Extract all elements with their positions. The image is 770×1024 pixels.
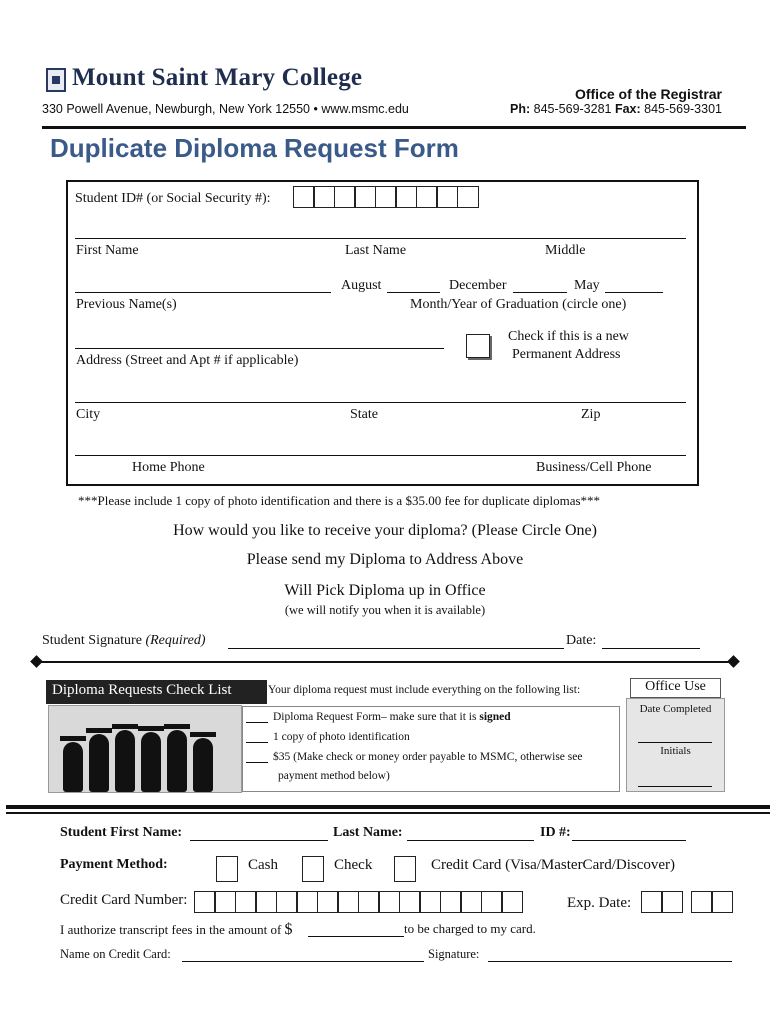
exp-digit-box[interactable] xyxy=(711,891,733,913)
id-digit-box[interactable] xyxy=(354,186,376,208)
card-digit-box[interactable] xyxy=(460,891,482,913)
college-name: Mount Saint Mary College xyxy=(72,64,363,91)
id-digit-box[interactable] xyxy=(395,186,417,208)
may-year-line[interactable] xyxy=(605,292,663,293)
exp-digit-box[interactable] xyxy=(641,891,663,913)
graduate-silhouette xyxy=(63,742,83,792)
date-label: Date: xyxy=(566,633,597,648)
id-digit-box[interactable] xyxy=(313,186,335,208)
exp-date-label: Exp. Date: xyxy=(567,895,632,911)
exp-year-boxes[interactable] xyxy=(692,891,733,913)
address-line[interactable] xyxy=(75,348,444,349)
check-new-label: Check if this is a new xyxy=(508,329,629,344)
divider-diamond-right xyxy=(727,655,740,668)
graduate-silhouette xyxy=(167,730,187,792)
checklist-item-fee-cont: payment method below) xyxy=(278,770,390,782)
august-year-line[interactable] xyxy=(387,292,440,293)
graduate-silhouette xyxy=(141,732,161,792)
phone-value: 845-569-3281 xyxy=(530,102,615,116)
id-digit-box[interactable] xyxy=(416,186,438,208)
checklist-item-fee: $35 (Make check or money order payable to MSMC, otherwise see xyxy=(273,751,583,763)
credit-card-number-label: Credit Card Number: xyxy=(60,892,188,908)
initials-line[interactable] xyxy=(638,786,712,787)
checklist-tick-line[interactable] xyxy=(246,742,268,743)
card-digit-box[interactable] xyxy=(419,891,441,913)
graduate-silhouette xyxy=(193,738,213,792)
checklist-item-id: 1 copy of photo identification xyxy=(273,731,410,743)
previous-names-label: Previous Name(s) xyxy=(76,297,177,312)
exp-digit-box[interactable] xyxy=(691,891,713,913)
student-last-name-label: Last Name: xyxy=(333,825,403,840)
first-name-label: First Name xyxy=(76,243,139,258)
student-first-name-line[interactable] xyxy=(190,840,328,841)
city-state-zip-line[interactable] xyxy=(75,402,686,403)
fax-label: Fax: xyxy=(614,102,641,116)
office-name: Office of the Registrar xyxy=(574,86,722,102)
date-completed-line[interactable] xyxy=(638,742,712,743)
checklist-item-form-text: Diploma Request Form– make sure that it is xyxy=(273,711,480,723)
receive-question: How would you like to receive your diploma? (Please Circle One) xyxy=(173,522,597,539)
card-digit-box[interactable] xyxy=(337,891,359,913)
credit-card-number-boxes[interactable] xyxy=(195,891,523,913)
id-digit-box[interactable] xyxy=(436,186,458,208)
card-digit-box[interactable] xyxy=(255,891,277,913)
phone-line[interactable] xyxy=(75,455,686,456)
check-label: Check xyxy=(334,857,373,873)
checklist-tick-line[interactable] xyxy=(246,762,268,763)
student-id-boxes[interactable] xyxy=(294,186,479,208)
card-digit-box[interactable] xyxy=(317,891,339,913)
header-divider xyxy=(42,126,746,129)
state-label: State xyxy=(350,407,378,422)
address-label: Address (Street and Apt # if applicable) xyxy=(76,353,299,368)
business-phone-label: Business/Cell Phone xyxy=(536,460,652,475)
signed-emphasis: signed xyxy=(479,711,511,723)
authorize-text-end: to be charged to my card. xyxy=(404,921,536,936)
checklist-intro: Your diploma request must include everything on the following list: xyxy=(268,684,581,696)
fee-notice: ***Please include 1 copy of photo identification and there is a $35.00 fee for duplicate diplomas*** xyxy=(78,493,601,508)
student-id-number-line[interactable] xyxy=(572,840,686,841)
notify-note: (we will notify you when it is available) xyxy=(284,603,486,617)
graduate-silhouette xyxy=(115,730,135,792)
authorize-statement xyxy=(60,921,293,939)
payment-divider-thin xyxy=(6,812,770,814)
card-digit-box[interactable] xyxy=(235,891,257,913)
send-to-address-option[interactable]: Please send my Diploma to Address Above xyxy=(246,551,524,568)
card-signature-label: Signature: xyxy=(428,947,480,961)
december-year-line[interactable] xyxy=(513,292,567,293)
card-digit-box[interactable] xyxy=(276,891,298,913)
signature-label: Student Signature xyxy=(42,633,142,648)
date-completed-label: Date Completed xyxy=(639,703,712,715)
graduates-image xyxy=(48,705,242,793)
initials-label: Initials xyxy=(660,745,691,757)
fee-amount-line[interactable] xyxy=(308,936,404,937)
card-digit-box[interactable] xyxy=(214,891,236,913)
card-digit-box[interactable] xyxy=(296,891,318,913)
signature-line[interactable] xyxy=(228,648,564,649)
cash-checkbox[interactable] xyxy=(216,856,238,882)
college-seal-icon xyxy=(46,68,66,92)
card-digit-box[interactable] xyxy=(501,891,523,913)
card-digit-box[interactable] xyxy=(194,891,216,913)
name-line[interactable] xyxy=(75,238,686,239)
pick-up-option[interactable]: Will Pick Diploma up in Office xyxy=(284,582,486,599)
checklist-item-form xyxy=(273,711,511,723)
checklist-title: Diploma Requests Check List xyxy=(46,680,267,704)
date-line[interactable] xyxy=(602,648,700,649)
cash-label: Cash xyxy=(248,857,278,873)
id-digit-box[interactable] xyxy=(293,186,315,208)
card-signature-line[interactable] xyxy=(488,961,732,962)
home-phone-label: Home Phone xyxy=(132,460,205,475)
required-label: (Required) xyxy=(145,633,206,648)
id-digit-box[interactable] xyxy=(457,186,479,208)
page-title: Duplicate Diploma Request Form xyxy=(50,133,459,163)
city-label: City xyxy=(76,407,101,422)
permanent-address-label: Permanent Address xyxy=(512,347,621,362)
last-name-label: Last Name xyxy=(345,243,407,258)
section-divider xyxy=(36,661,734,663)
name-on-card-line[interactable] xyxy=(182,961,424,962)
credit-card-checkbox[interactable] xyxy=(394,856,416,882)
phone-label: Ph: xyxy=(510,102,531,116)
card-digit-box[interactable] xyxy=(358,891,380,913)
card-digit-box[interactable] xyxy=(440,891,462,913)
new-address-checkbox[interactable] xyxy=(466,334,490,358)
payment-divider xyxy=(6,805,770,809)
student-signature xyxy=(42,633,206,649)
dollar-sign: $ xyxy=(284,921,293,938)
december-option[interactable]: December xyxy=(449,278,507,293)
payment-method-label: Payment Method: xyxy=(60,857,168,872)
card-digit-box[interactable] xyxy=(378,891,400,913)
august-option[interactable]: August xyxy=(341,278,382,293)
exp-month-boxes[interactable] xyxy=(642,891,683,913)
college-address: 330 Powell Avenue, Newburgh, New York 12550 • www.msmc.edu xyxy=(42,102,409,116)
credit-card-label: Credit Card (Visa/MasterCard/Discover) xyxy=(431,857,676,873)
id-digit-box[interactable] xyxy=(375,186,397,208)
checklist-tick-line[interactable] xyxy=(246,722,268,723)
graduation-label: Month/Year of Graduation (circle one) xyxy=(410,297,627,312)
name-on-card-label: Name on Credit Card: xyxy=(60,947,171,961)
authorize-text-start: I authorize transcript fees in the amount of xyxy=(60,922,285,937)
id-digit-box[interactable] xyxy=(334,186,356,208)
student-id-number-label: ID #: xyxy=(540,825,571,840)
card-digit-box[interactable] xyxy=(399,891,421,913)
check-checkbox[interactable] xyxy=(302,856,324,882)
student-last-name-line[interactable] xyxy=(407,840,534,841)
phone-fax xyxy=(510,102,722,116)
fax-value: 845-569-3301 xyxy=(640,102,722,116)
previous-names-line[interactable] xyxy=(75,292,331,293)
card-digit-box[interactable] xyxy=(481,891,503,913)
exp-digit-box[interactable] xyxy=(661,891,683,913)
zip-label: Zip xyxy=(581,407,601,422)
divider-diamond-left xyxy=(30,655,43,668)
student-id-label: Student ID# (or Social Security #): xyxy=(75,191,271,206)
graduate-silhouette xyxy=(89,734,109,792)
may-option[interactable]: May xyxy=(574,278,600,293)
office-use-title: Office Use xyxy=(630,678,721,698)
middle-name-label: Middle xyxy=(545,243,586,258)
student-first-name-label: Student First Name: xyxy=(60,825,183,840)
